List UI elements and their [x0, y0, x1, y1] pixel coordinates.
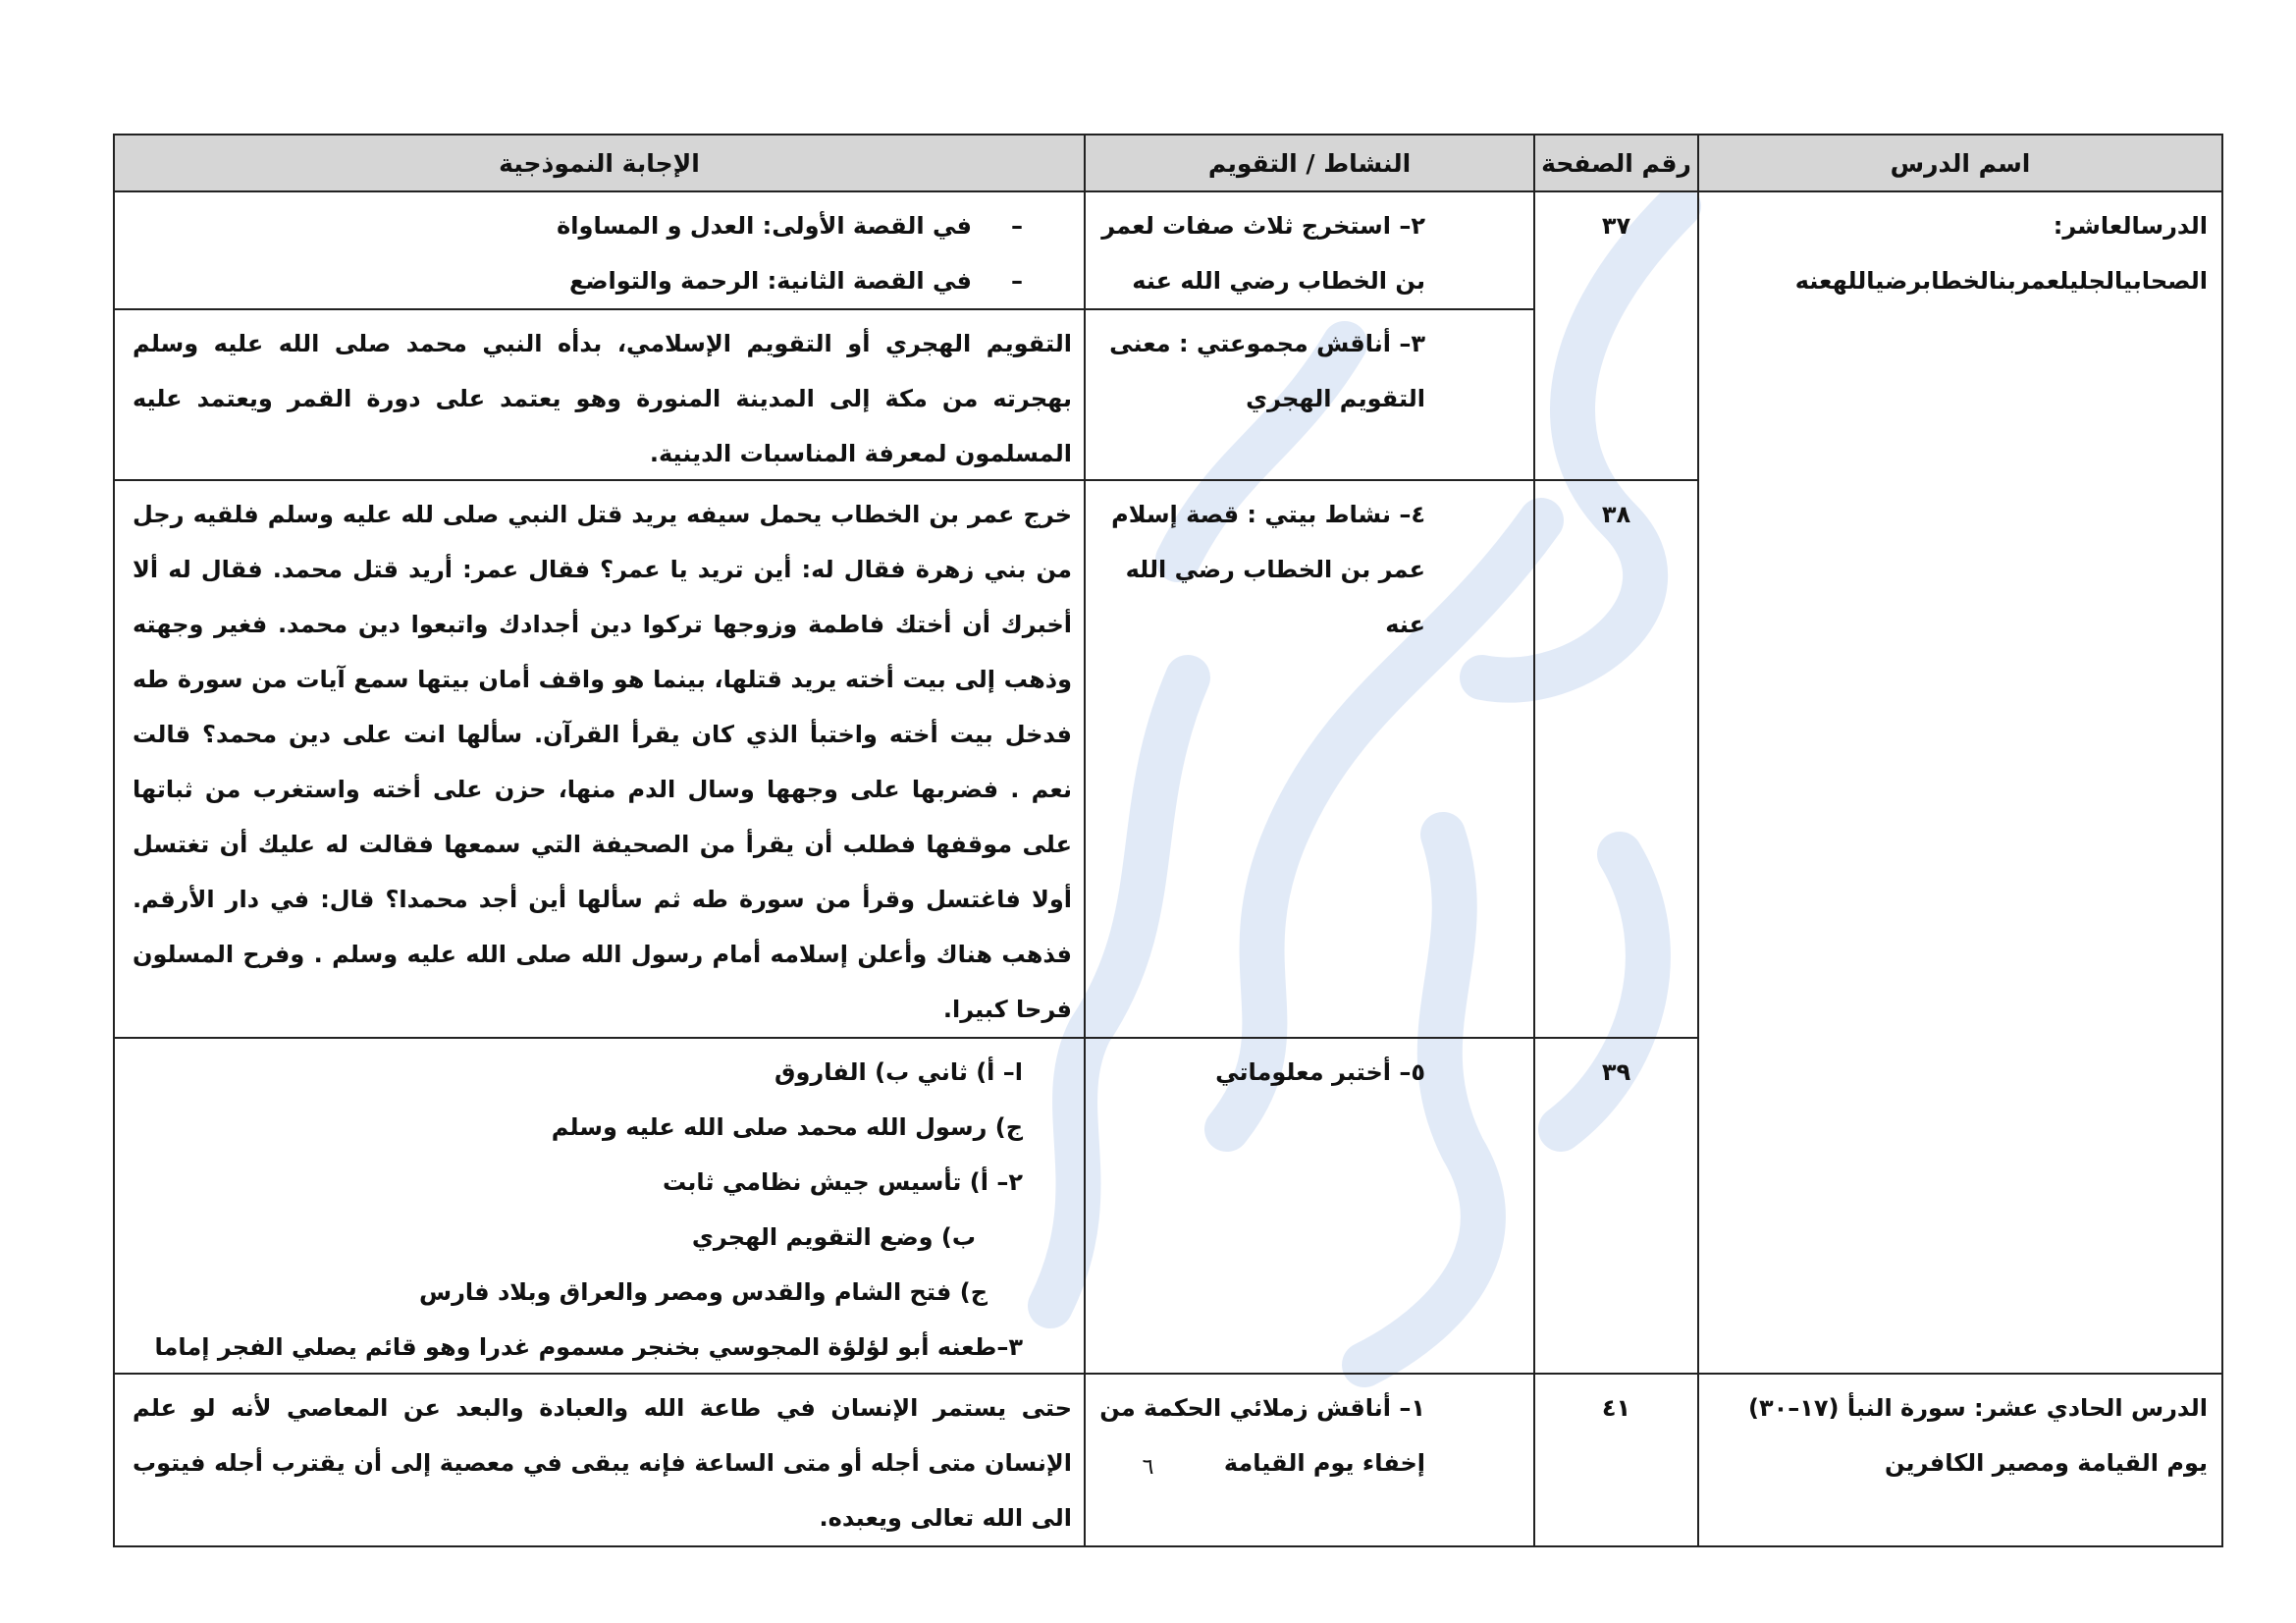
header-activity: النشاط / التقويم [1085, 135, 1534, 191]
list-item: ٢– أ) تأسيس جيش نظامي ثابت [663, 1168, 1023, 1196]
dash-marker: – [1011, 212, 1023, 240]
lesson-name-line2: الصحابيالجليلعمربنالخطابرضياللهعنه [1794, 267, 2208, 295]
lesson-name-line1: الدرسالعاشر: [2053, 212, 2208, 240]
activity-cell [1085, 191, 1534, 309]
activity-text: ٥– أختبر معلوماتي [1215, 1058, 1425, 1086]
list-item: ب) وضع التقويم الهجري [691, 1223, 976, 1251]
activity-text: ٤– نشاط بيتي : قصة إسلام عمر بن الخطاب رضي الله عنه [1111, 501, 1425, 638]
answer-cell [114, 191, 1085, 309]
list-item [133, 253, 1023, 308]
page-number-cell [1534, 1038, 1698, 1374]
dash-marker: – [1011, 267, 1023, 295]
page-number: ٣٩ [1601, 1058, 1631, 1086]
list-item-text: في القصة الثانية: الرحمة والتواضع [568, 267, 972, 295]
page-number: ٣٧ [1601, 212, 1631, 240]
answer-cell [114, 1038, 1085, 1374]
header-page-number: رقم الصفحة [1534, 135, 1698, 191]
footer-page-number: ٦ [1142, 1455, 1154, 1480]
activity-text: ١– أناقش زملائي الحكمة من إخفاء يوم القيامة [1099, 1394, 1425, 1477]
activity-text: ٣– أناقش مجموعتي : معنى التقويم الهجري [1109, 330, 1425, 412]
lesson-name-cell [1698, 191, 2222, 1374]
answer-cell [114, 309, 1085, 480]
header-model-answer: الإجابة النموذجية [114, 135, 1085, 191]
lessons-table [113, 134, 2223, 1547]
activity-text: ٢– استخرج ثلاث صفات لعمر بن الخطاب رضي الله عنه [1101, 212, 1425, 295]
activity-cell [1085, 309, 1534, 480]
answer-list [115, 192, 1084, 308]
list-item: ج) رسول الله محمد صلى الله عليه وسلم [551, 1113, 1023, 1141]
activity-cell [1085, 1038, 1534, 1374]
answer-list [115, 1039, 1084, 1373]
list-item: ا– أ) ثاني ب) الفاروق [774, 1058, 1023, 1086]
list-item: ج) فتح الشام والقدس ومصر والعراق وبلاد فارس [418, 1278, 988, 1306]
lesson-name: الدرس الحادي عشر: سورة النبأ (١٧–٣٠) يوم القيامة ومصير الكافرين [1747, 1394, 2208, 1477]
answer-cell [114, 480, 1085, 1038]
list-item [133, 198, 1023, 253]
page-number: ٣٨ [1601, 501, 1631, 528]
answer-text: حتى يستمر الإنسان في طاعة الله والعبادة والبعد عن المعاصي لأنه لو علم الإنسان متى أجله أو متى الساعة فإنه يبقى في معصية إلى أن يقترب أجله فيتوب الى الله تعالى ويعبده. [133, 1394, 1072, 1532]
page-number-cell [1534, 191, 1698, 480]
page-number: ٤١ [1601, 1394, 1631, 1422]
header-row [114, 135, 2222, 191]
answer-text: خرج عمر بن الخطاب يحمل سيفه يريد قتل النبي صلى لله عليه وسلم فلقيه رجل من بني زهرة فقال له: أين تريد يا عمر؟ فقال عمر: أريد قتل محمد. فقال له ألا أخبرك أن أختك فاطمة وزوجها تركوا دين أجدادك واتبعوا دين محمد. فغير وجهته وذهب إلى بيت أخته يريد قتلها، بينما هو واقف أمان بيتها سمع آيات من سورة طه فدخل بيت أخته واختبأ الذي كان يقرأ القرآن. سألها انت على دين محمد؟ قالت نعم . فضربها على وجهها وسال الدم منها، حزن على أخته واستغرب من ثباتها على موقفها فطلب أن يقرأ من الصحيفة التي سمعها فقالت له عليك أن تغتسل أولا فاغتسل وقرأ من سورة طه ثم سألها أين أجد محمدا؟ قال: في دار الأرقم. فذهب هناك وأعلن إسلامه أمام رسول الله صلى الله عليه وسلم . وفرح المسلون فرحا كبيرا. [133, 501, 1072, 1023]
list-item: ٣–طعنه أبو لؤلؤة المجوسي بخنجر مسموم غدرا وهو قائم يصلي الفجر إماما [154, 1333, 1023, 1361]
page-number-cell [1534, 480, 1698, 1038]
table-row [114, 191, 2222, 309]
list-item-text: في القصة الأولى: العدل و المساواة [557, 212, 972, 240]
activity-cell [1085, 480, 1534, 1038]
header-lesson-name: اسم الدرس [1698, 135, 2222, 191]
answer-text: التقويم الهجري أو التقويم الإسلامي، بدأه النبي محمد صلى الله عليه وسلم بهجرته من مكة إلى المدينة المنورة وهو يعتمد على دورة القمر ويعتمد عليه المسلمون لمعرفة المناسبات الدينية. [133, 330, 1072, 467]
